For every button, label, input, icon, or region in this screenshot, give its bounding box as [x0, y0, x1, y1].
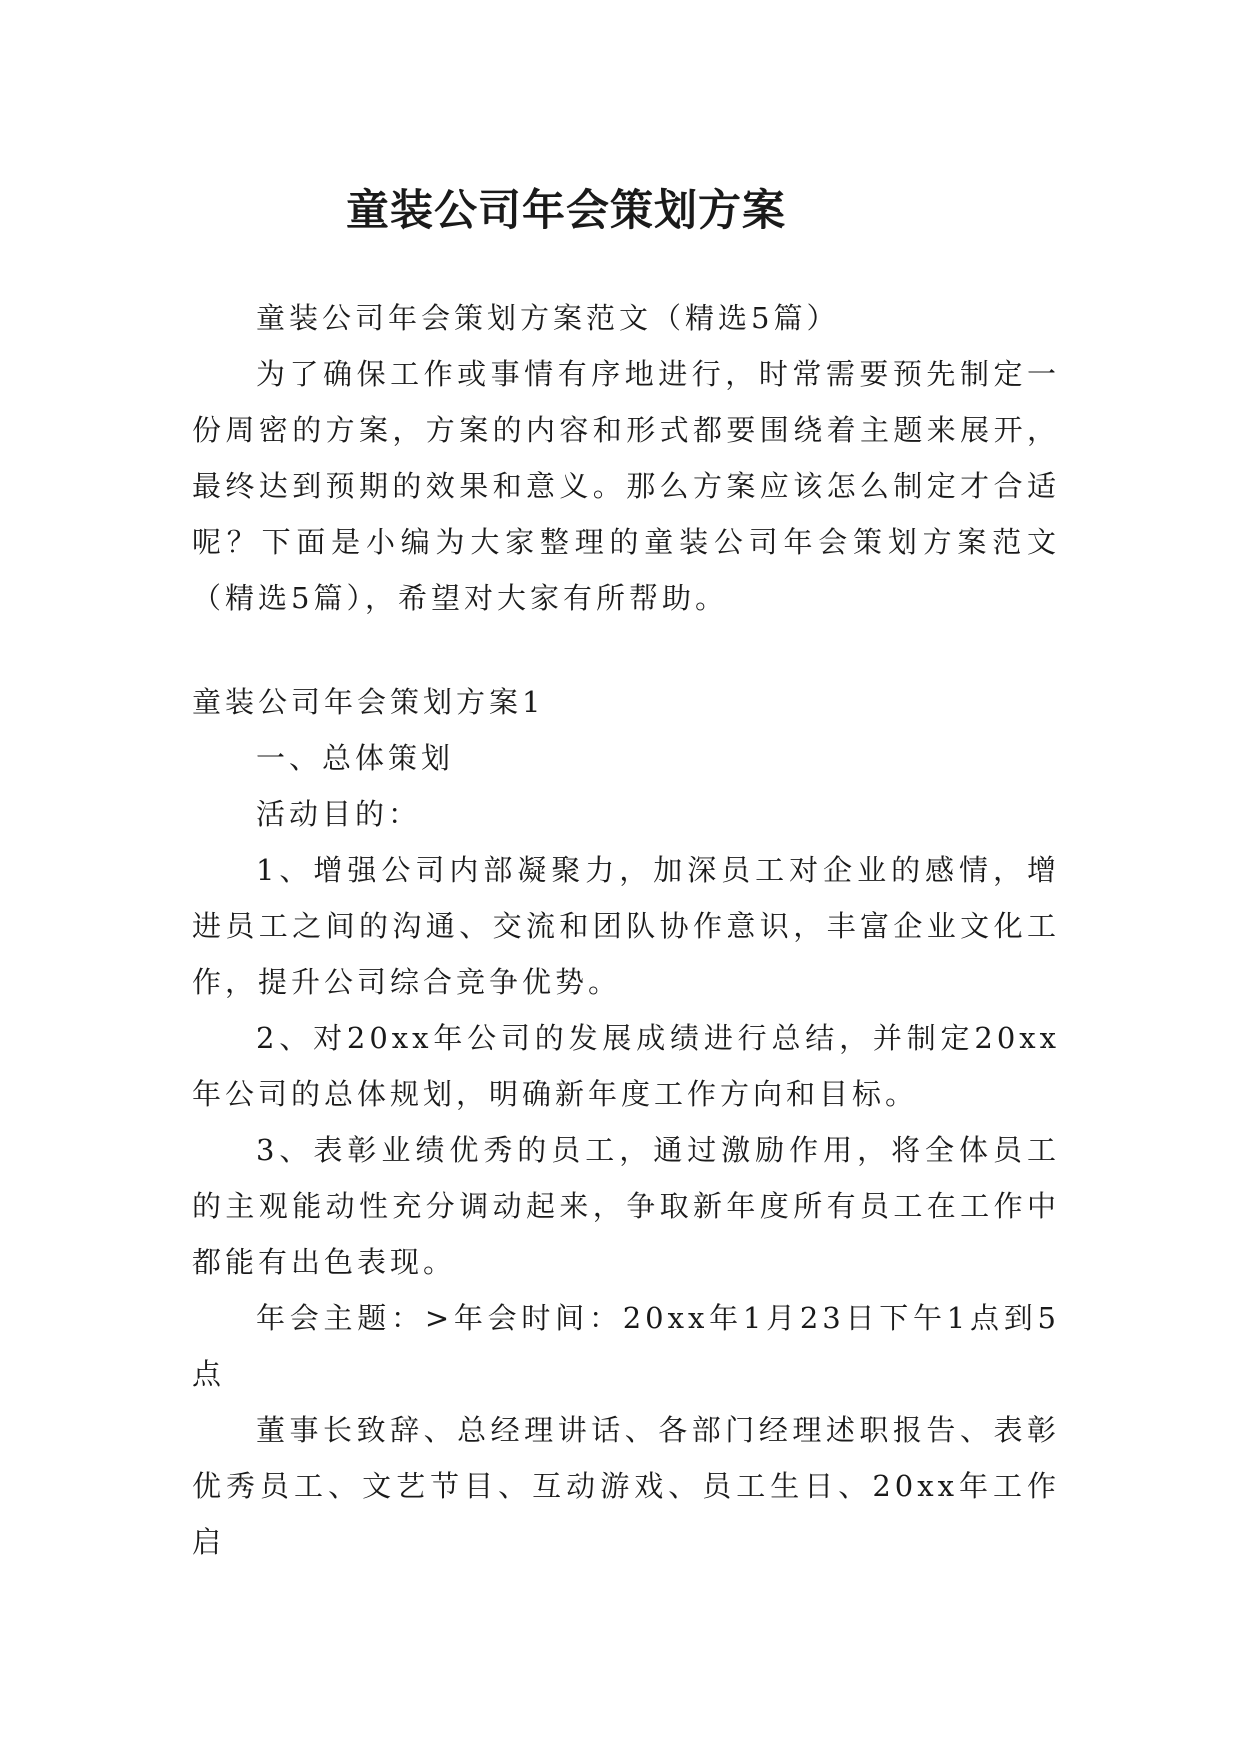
subtitle-paragraph: 童装公司年会策划方案范文（精选5篇） [256, 301, 840, 335]
purpose-item-1: 1、增强公司内部凝聚力，加深员工对企业的感情，增进员工之间的沟通、交流和团队协作意识，丰富企业文化工作，提升公司综合竞争优势。 [192, 853, 1060, 999]
document-body [192, 290, 1060, 1570]
purpose-item-3: 3、表彰业绩优秀的员工，通过激励作用，将全体员工的主观能动性充分调动起来，争取新年度所有员工在工作中都能有出色表现。 [192, 1133, 1060, 1279]
document-title: 童装公司年会策划方案 [346, 185, 786, 236]
purpose-item-2: 2、对20xx年公司的发展成绩进行总结，并制定20xx年公司的总体规划，明确新年度工作方向和目标。 [192, 1021, 1060, 1111]
theme-time-paragraph: 年会主题：>年会时间：20xx年1月23日下午1点到5点 [192, 1301, 1060, 1391]
section-heading: 童装公司年会策划方案1 [192, 685, 545, 719]
purpose-label: 活动目的： [256, 797, 422, 831]
subsection-heading: 一、总体策划 [256, 741, 455, 775]
agenda-paragraph: 董事长致辞、总经理讲话、各部门经理述职报告、表彰优秀员工、文艺节目、互动游戏、员工生日、20xx年工作启 [192, 1413, 1060, 1559]
intro-paragraph: 为了确保工作或事情有序地进行，时常需要预先制定一份周密的方案，方案的内容和形式都要围绕着主题来展开，最终达到预期的效果和意义。那么方案应该怎么制定才合适呢？下面是小编为大家整理的童装公司年会策划方案范文（精选5篇），希望对大家有所帮助。 [192, 357, 1060, 615]
